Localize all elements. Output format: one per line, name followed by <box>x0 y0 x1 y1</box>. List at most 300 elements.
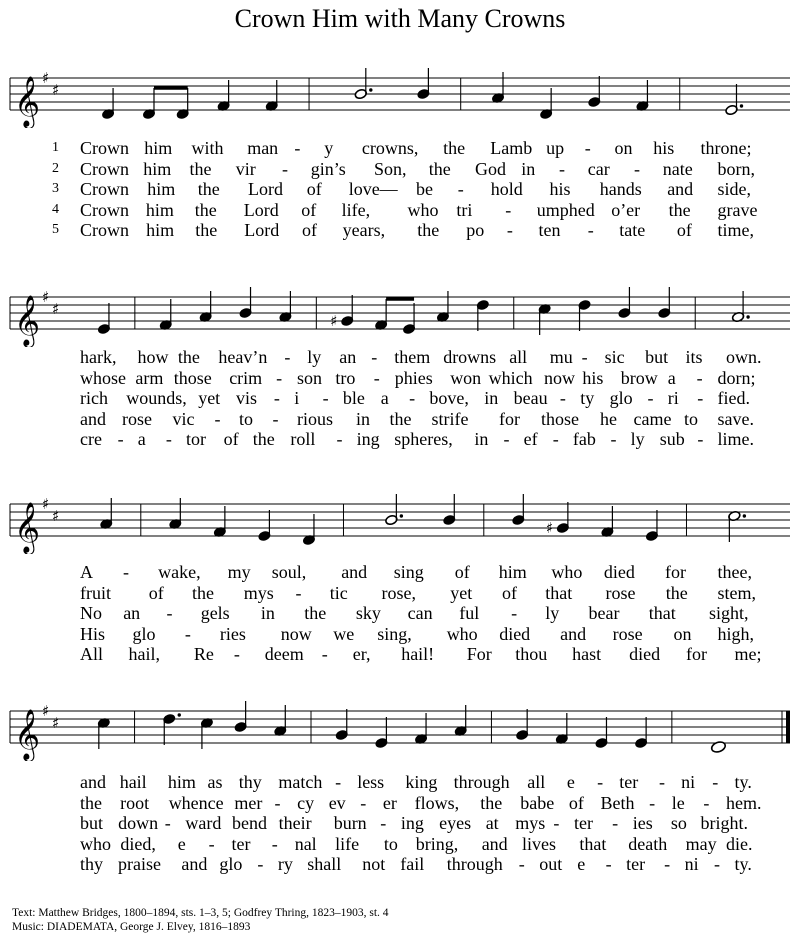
text-credit: Text: Matthew Bridges, 1800–1894, sts. 1–3, 5; Godfrey Thring, 1823–1903, st. 4 <box>12 907 389 919</box>
lyric-syllable: and <box>341 562 368 582</box>
lyric-syllable: all <box>527 772 546 792</box>
lyric-syllable: fail <box>400 854 425 874</box>
lyric-syllable: - <box>659 772 665 792</box>
lyric-syllable: stem, <box>717 582 756 603</box>
lyric-syllable: ter <box>231 833 251 854</box>
lyric-syllable: ing <box>356 429 380 449</box>
lyric-syllable: a <box>137 429 146 449</box>
lyric-syllable: tro <box>335 367 356 388</box>
lyric-syllable: in <box>521 158 536 179</box>
lyric-syllable: glo <box>219 854 243 874</box>
lyric-syllable: Crown <box>80 179 129 199</box>
lyric-syllable: gels <box>200 603 230 623</box>
lyric-syllable: the <box>443 138 466 158</box>
lyric-syllable: for <box>499 408 520 429</box>
lyric-syllable: cre <box>80 429 102 449</box>
accidental-sharp-icon: ♯ <box>330 312 338 330</box>
lyric-line <box>0 388 800 409</box>
lyric-syllable: ri <box>667 388 679 408</box>
lyric-syllable: side, <box>717 179 751 199</box>
lyric-syllable: them <box>394 347 431 367</box>
lyric-syllable: fied. <box>717 388 750 408</box>
lyric-syllable: rose <box>605 582 636 603</box>
lyric-syllable: and <box>481 833 508 854</box>
treble-clef-icon: 𝄞 <box>14 76 41 127</box>
lyric-syllable: sic <box>604 347 625 367</box>
lyric-syllable: king <box>405 772 438 792</box>
lyric-syllable: ter <box>619 772 639 792</box>
lyric-syllable: ble <box>342 388 365 408</box>
lyric-syllable: Lord <box>248 179 283 199</box>
augmentation-dot <box>740 104 743 107</box>
lyric-syllable: sight, <box>709 603 749 623</box>
lyric-syllable: the <box>417 220 440 240</box>
treble-clef-icon: 𝄞 <box>14 709 41 760</box>
lyric-syllable: who <box>551 562 583 582</box>
key-sharp-c-icon: ♯ <box>52 81 60 99</box>
lyric-syllable: son <box>297 367 323 388</box>
lyric-syllable: rious <box>297 408 333 429</box>
lyric-syllable: rose <box>612 623 643 644</box>
lyric-syllable: through <box>446 854 503 874</box>
lyric-syllable: in <box>356 408 371 429</box>
lyric-syllable: now <box>280 623 312 644</box>
lyric-syllable: but <box>80 813 104 833</box>
augmentation-dot <box>178 713 181 716</box>
lyric-syllable: - <box>559 388 566 408</box>
lyric-syllable: heav’n <box>218 347 268 367</box>
lyric-syllable: dorn; <box>717 367 756 388</box>
lyric-syllable: ful <box>459 603 480 623</box>
lyric-syllable: the <box>668 199 691 220</box>
lyric-syllable: mu <box>549 347 573 367</box>
lyric-syllable: own. <box>726 347 762 367</box>
lyric-syllable: Beth <box>600 792 635 813</box>
lyric-syllable: be <box>416 179 433 199</box>
lyric-syllable: him <box>498 562 527 582</box>
lyric-syllable: bring, <box>415 833 459 854</box>
lyric-syllable: in <box>474 429 489 449</box>
lyric-syllable: a <box>380 388 389 408</box>
lyric-syllable: up <box>546 138 565 158</box>
lyric-syllable: throne; <box>700 138 752 158</box>
lyric-syllable: fab <box>572 429 596 449</box>
lyric-syllable: ly <box>307 347 322 367</box>
key-sharp-f-icon: ♯ <box>42 495 50 513</box>
lyric-syllable: - <box>714 854 720 874</box>
lyric-syllable: Son, <box>374 158 407 179</box>
lyric-syllable: God <box>475 158 506 179</box>
lyric-syllable: - <box>511 603 518 623</box>
lyric-syllable: hail! <box>401 644 435 664</box>
lyric-syllable: of <box>302 220 317 240</box>
lyric-syllable: gin’s <box>310 158 346 179</box>
lyric-syllable: - <box>584 138 591 158</box>
lyric-syllable: that <box>648 603 676 623</box>
lyric-syllable: - <box>696 367 703 388</box>
lyric-syllable: ef <box>523 429 538 449</box>
lyric-syllable: bove, <box>429 388 469 408</box>
lyric-syllable: hast <box>572 644 602 664</box>
lyric-syllable: - <box>165 429 172 449</box>
lyric-syllable: came <box>633 408 672 429</box>
lyrics-system-3 <box>0 562 800 665</box>
lyric-syllable: that <box>579 833 607 854</box>
lyric-syllable: hold <box>490 179 523 199</box>
lyric-syllable: strife <box>431 408 469 429</box>
lyric-syllable: on <box>614 138 633 158</box>
lyric-syllable: shall <box>307 854 342 874</box>
lyric-syllable: - <box>117 429 124 449</box>
lyric-syllable: him <box>167 772 196 792</box>
lyric-syllable: the <box>304 603 327 623</box>
lyric-syllable: to <box>239 408 254 429</box>
lyric-line <box>0 772 800 793</box>
verse-number: 2 <box>52 160 59 176</box>
lyric-syllable: whose <box>80 367 126 388</box>
lyric-syllable: thou <box>515 644 548 664</box>
lyric-syllable: nate <box>662 158 693 179</box>
lyric-syllable: the <box>194 199 217 220</box>
lyric-syllable: - <box>581 347 588 367</box>
lyric-syllable: ry <box>277 854 293 874</box>
lyrics-system-4 <box>0 772 800 875</box>
lyric-syllable: whence <box>168 792 224 813</box>
lyric-syllable: sub <box>659 429 685 449</box>
lyric-syllable: No <box>80 603 102 623</box>
lyric-syllable: of <box>568 792 584 813</box>
lyric-syllable: y <box>324 138 334 158</box>
lyric-syllable: root <box>120 792 150 813</box>
lyric-syllable: the <box>252 429 275 449</box>
lyric-syllable: as <box>207 772 223 792</box>
lyric-syllable: the <box>80 792 102 813</box>
lyric-syllable: ty <box>580 388 595 408</box>
verse-number: 4 <box>52 201 59 217</box>
lyric-syllable: ten <box>538 220 561 240</box>
lyric-syllable: flows, <box>414 792 460 813</box>
staff-system-4 <box>0 701 800 761</box>
lyric-syllable: so <box>670 813 687 833</box>
lyric-syllable: the <box>189 158 212 179</box>
lyric-line <box>0 347 800 368</box>
lyric-syllable: ni <box>681 772 696 792</box>
lyric-syllable: cy <box>297 792 315 813</box>
augmentation-dot <box>400 514 403 517</box>
lyric-syllable: vis <box>236 388 258 408</box>
hymn-title: Crown Him with Many Crowns <box>234 4 566 33</box>
lyric-syllable: lime. <box>717 429 754 449</box>
lyric-syllable: brow <box>620 367 658 388</box>
lyric-syllable: crowns, <box>361 138 419 158</box>
lyric-syllable: the <box>195 220 218 240</box>
lyric-syllable: bear <box>588 603 620 623</box>
lyric-syllable: him <box>143 158 172 179</box>
lyric-syllable: - <box>276 367 283 388</box>
lyric-syllable: he <box>600 408 617 429</box>
lyric-syllable: his <box>549 179 571 199</box>
lyric-syllable: all <box>509 347 528 367</box>
lyric-syllable: - <box>587 220 594 240</box>
lyric-syllable: to <box>383 833 398 854</box>
lyric-syllable: po <box>466 220 485 240</box>
lyric-syllable: how <box>137 347 169 367</box>
lyric-syllable: and <box>80 772 106 792</box>
lyric-syllable: A <box>80 562 93 582</box>
lyric-syllable: - <box>336 429 343 449</box>
key-sharp-c-icon: ♯ <box>52 300 60 318</box>
lyric-syllable: - <box>664 854 671 874</box>
lyric-syllable: may <box>685 833 717 854</box>
lyric-syllable: years, <box>342 220 386 240</box>
lyric-line <box>0 793 800 814</box>
lyric-syllable: yet <box>450 582 473 603</box>
lyric-syllable: those <box>541 408 579 429</box>
lyric-syllable: ries <box>219 623 246 644</box>
lyric-syllable: hark, <box>80 347 117 367</box>
lyric-syllable: ni <box>684 854 699 874</box>
lyric-syllable: ty. <box>734 772 752 792</box>
lyric-syllable: to <box>684 408 699 429</box>
lyric-syllable: yet <box>198 388 221 408</box>
lyric-syllable: tri <box>456 199 473 220</box>
lyric-syllable: nal <box>294 833 317 854</box>
lyric-syllable: - <box>371 347 378 367</box>
lyric-syllable: car <box>587 158 610 179</box>
lyric-syllable: a <box>667 367 676 388</box>
lyric-syllable: bend <box>232 813 267 833</box>
lyric-syllable: rose, <box>381 582 416 603</box>
lyric-syllable: All <box>80 644 104 664</box>
lyric-syllable: who <box>446 623 478 644</box>
lyric-syllable: tor <box>186 429 206 449</box>
credits <box>12 906 389 934</box>
lyric-syllable: - <box>559 158 565 179</box>
lyric-syllable: ter <box>626 854 646 874</box>
lyric-syllable: wake, <box>158 562 201 582</box>
lyric-syllable: hail <box>119 772 147 792</box>
lyric-syllable: of <box>301 199 317 220</box>
lyric-syllable: crim <box>229 367 263 388</box>
lyric-syllable: down <box>118 813 159 833</box>
lyric-syllable: - <box>553 813 560 833</box>
lyric-syllable: - <box>274 792 281 813</box>
lyric-syllable: man <box>247 138 279 158</box>
lyric-syllable: his <box>653 138 675 158</box>
lyric-syllable: fruit <box>80 582 111 603</box>
lyric-syllable: babe <box>520 792 555 813</box>
lyric-syllable: match <box>278 772 323 792</box>
lyric-syllable: die. <box>726 833 753 854</box>
lyric-syllable: sky <box>355 603 381 623</box>
lyric-syllable: Lord <box>243 199 279 220</box>
lyric-syllable: that <box>545 582 573 603</box>
lyric-syllable: vic <box>172 408 195 429</box>
lyric-syllable: rose <box>122 408 152 429</box>
lyric-syllable: life, <box>341 199 371 220</box>
lyric-syllable: - <box>284 347 291 367</box>
lyric-syllable: thy <box>80 854 104 874</box>
lyric-syllable: on <box>673 623 692 644</box>
note-head <box>710 740 726 753</box>
lyric-syllable: rich <box>80 388 108 408</box>
lyric-syllable: ies <box>632 813 653 833</box>
lyric-syllable: of <box>454 562 470 582</box>
lyric-syllable: - <box>649 792 656 813</box>
key-sharp-c-icon: ♯ <box>52 714 60 732</box>
lyric-syllable: ly <box>545 603 560 623</box>
lyric-syllable: an <box>123 603 141 623</box>
lyrics-system-1 <box>0 138 800 241</box>
key-sharp-f-icon: ♯ <box>42 69 50 87</box>
lyric-syllable: who <box>80 833 111 854</box>
lyric-syllable: - <box>612 813 619 833</box>
lyric-syllable: for <box>665 562 686 582</box>
lyric-syllable: beau <box>513 388 548 408</box>
lyric-syllable: - <box>647 388 654 408</box>
lyric-syllable: tic <box>329 582 348 603</box>
lyric-syllable: for <box>686 644 707 664</box>
lyric-line <box>0 409 800 430</box>
lyric-syllable: him <box>145 199 174 220</box>
lyric-syllable: through <box>453 772 510 792</box>
lyric-syllable: his <box>582 367 604 388</box>
lyric-syllable: - <box>373 367 380 388</box>
lyric-syllable: which <box>488 367 533 388</box>
lyric-syllable: e <box>177 833 186 854</box>
lyric-syllable: hail, <box>128 644 160 664</box>
lyric-syllable: phies <box>394 367 433 388</box>
lyric-line <box>0 220 800 241</box>
lyric-syllable: ing <box>400 813 424 833</box>
lyric-syllable: - <box>184 623 191 644</box>
key-sharp-c-icon: ♯ <box>52 507 60 525</box>
lyric-syllable: of <box>306 179 322 199</box>
lyric-syllable: save. <box>717 408 754 429</box>
verse-number: 3 <box>52 181 59 196</box>
lyric-syllable: umphed <box>536 199 595 220</box>
lyric-syllable: but <box>645 347 669 367</box>
lyric-syllable: sing <box>393 562 424 582</box>
lyric-syllable: time, <box>717 220 754 240</box>
verse-number: 5 <box>52 222 59 237</box>
lyric-syllable: - <box>322 388 329 408</box>
lyric-syllable: - <box>597 772 604 792</box>
lyric-syllable: - <box>697 429 704 449</box>
lyric-syllable: - <box>282 158 288 179</box>
lyric-syllable: spheres, <box>394 429 453 449</box>
lyric-syllable: - <box>335 772 342 792</box>
lyric-syllable: Crown <box>80 220 129 240</box>
lyric-syllable: eyes <box>439 813 472 833</box>
lyric-syllable: e <box>577 854 586 874</box>
lyric-syllable: - <box>634 158 640 179</box>
lyric-syllable: bright. <box>700 813 748 833</box>
lyric-line <box>0 644 800 665</box>
lyric-syllable: Crown <box>80 138 129 158</box>
lyric-line <box>0 583 800 604</box>
lyric-line <box>0 562 800 583</box>
lyric-line <box>0 624 800 645</box>
key-sharp-f-icon: ♯ <box>42 288 50 306</box>
lyric-syllable: grave <box>717 199 758 220</box>
lyric-syllable: of <box>223 429 239 449</box>
lyric-syllable: in <box>484 388 499 408</box>
accidental-sharp-icon: ♯ <box>545 519 554 537</box>
lyric-syllable: le <box>671 792 685 813</box>
lyric-line <box>0 429 800 450</box>
augmentation-dot <box>369 88 372 91</box>
treble-clef-icon: 𝄞 <box>14 502 41 553</box>
augmentation-dot <box>743 514 746 517</box>
lyric-syllable: - <box>166 603 173 623</box>
lyric-syllable: soul, <box>271 562 307 582</box>
lyric-syllable: ter <box>574 813 593 833</box>
lyric-syllable: and <box>80 408 106 429</box>
lyric-syllable: Re <box>193 644 214 664</box>
lyric-syllable: death <box>628 833 668 854</box>
lyric-syllable: mys <box>243 582 274 603</box>
lyric-syllable: er, <box>352 644 371 664</box>
lyric-syllable: we <box>333 623 355 644</box>
staff-system-3 <box>0 494 800 554</box>
lyric-syllable: - <box>409 388 416 408</box>
lyric-syllable: - <box>273 388 280 408</box>
lyric-syllable: an <box>339 347 357 367</box>
lyric-syllable: drowns <box>443 347 497 367</box>
lyric-syllable: - <box>123 562 129 582</box>
lyric-syllable: - <box>295 582 302 603</box>
lyric-syllable: er <box>382 792 397 813</box>
lyric-syllable: - <box>703 792 710 813</box>
lyric-syllable: and <box>560 623 587 644</box>
lyric-syllable: out <box>539 854 563 874</box>
lyric-syllable: thee, <box>717 562 752 582</box>
lyric-syllable: wounds, <box>126 388 187 408</box>
lyric-syllable: now <box>544 367 575 388</box>
lyric-syllable: high, <box>717 623 755 644</box>
lyric-syllable: - <box>697 388 704 408</box>
lyric-syllable: Lord <box>244 220 280 240</box>
lyric-syllable: with <box>191 138 224 158</box>
lyric-syllable: the <box>197 179 220 199</box>
lyric-syllable: glo <box>132 623 156 644</box>
lyric-syllable: For <box>466 644 492 664</box>
lyric-syllable: arm <box>135 367 164 388</box>
lyric-syllable: - <box>257 854 264 874</box>
lyric-syllable: - <box>552 429 559 449</box>
lyric-syllable: mer <box>234 792 263 813</box>
treble-clef-icon: 𝄞 <box>14 295 41 346</box>
lyric-syllable: - <box>233 644 240 664</box>
lyric-syllable: - <box>712 772 719 792</box>
lyric-syllable: e <box>566 772 575 792</box>
lyric-syllable: the <box>192 582 214 603</box>
lyric-syllable: mys <box>515 813 546 833</box>
lyric-syllable: o’er <box>611 199 641 220</box>
staff-system-1 <box>0 68 800 128</box>
lyric-syllable: burn <box>333 813 367 833</box>
lyric-syllable: him <box>146 220 175 240</box>
lyric-syllable: life <box>335 833 360 854</box>
lyric-syllable: him <box>144 138 173 158</box>
lyric-syllable: in <box>260 603 275 623</box>
lyric-syllable: their <box>278 813 312 833</box>
lyric-syllable: of <box>502 582 517 603</box>
lyric-line <box>0 603 800 624</box>
lyric-syllable: the <box>177 347 200 367</box>
lyric-syllable: - <box>271 833 278 854</box>
